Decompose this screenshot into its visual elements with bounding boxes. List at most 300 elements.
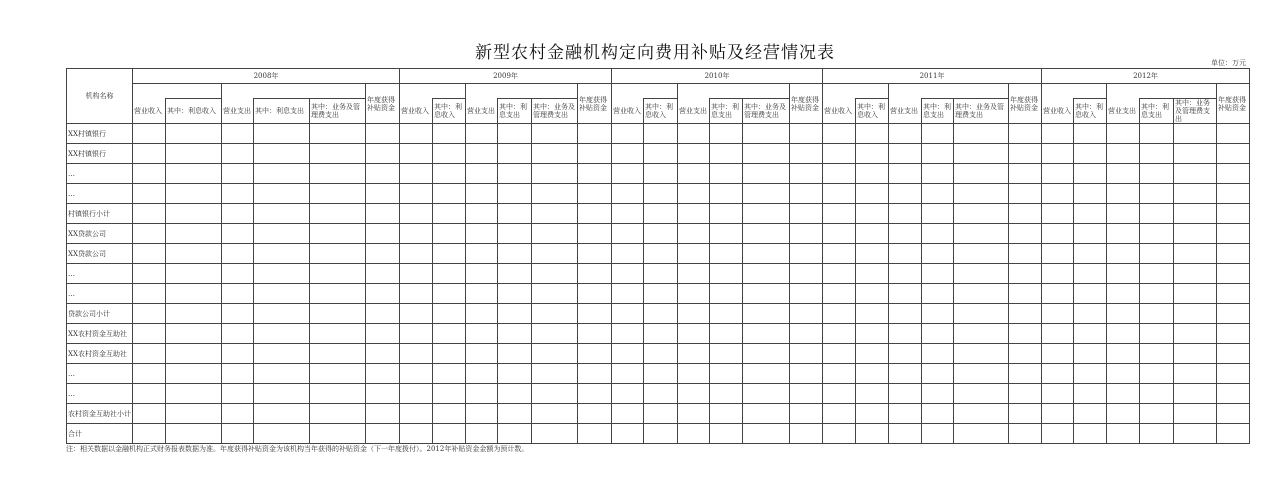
data-cell[interactable]	[1140, 184, 1174, 204]
data-cell[interactable]	[310, 344, 366, 364]
data-cell[interactable]	[310, 244, 366, 264]
data-cell[interactable]	[466, 124, 498, 144]
data-cell[interactable]	[889, 164, 922, 184]
data-cell[interactable]	[710, 304, 743, 324]
data-cell[interactable]	[743, 324, 790, 344]
data-cell[interactable]	[166, 184, 222, 204]
data-cell[interactable]	[1217, 144, 1250, 164]
data-cell[interactable]	[578, 124, 612, 144]
data-cell[interactable]	[1217, 424, 1250, 444]
data-cell[interactable]	[498, 344, 532, 364]
data-cell[interactable]	[254, 324, 310, 344]
data-cell[interactable]	[644, 304, 678, 324]
data-cell[interactable]	[366, 304, 400, 324]
data-cell[interactable]	[710, 244, 743, 264]
data-cell[interactable]	[889, 264, 922, 284]
data-cell[interactable]	[310, 124, 366, 144]
data-cell[interactable]	[366, 344, 400, 364]
data-cell[interactable]	[133, 204, 166, 224]
data-cell[interactable]	[1074, 224, 1107, 244]
data-cell[interactable]	[954, 364, 1009, 384]
data-cell[interactable]	[310, 364, 366, 384]
data-cell[interactable]	[889, 424, 922, 444]
data-cell[interactable]	[433, 164, 466, 184]
data-cell[interactable]	[1174, 124, 1217, 144]
data-cell[interactable]	[222, 144, 254, 164]
data-cell[interactable]	[366, 384, 400, 404]
data-cell[interactable]	[254, 404, 310, 424]
data-cell[interactable]	[466, 264, 498, 284]
data-cell[interactable]	[790, 284, 823, 304]
data-cell[interactable]	[1074, 164, 1107, 184]
data-cell[interactable]	[466, 164, 498, 184]
data-cell[interactable]	[578, 164, 612, 184]
data-cell[interactable]	[1140, 284, 1174, 304]
data-cell[interactable]	[532, 364, 578, 384]
data-cell[interactable]	[922, 384, 954, 404]
data-cell[interactable]	[612, 344, 644, 364]
data-cell[interactable]	[743, 304, 790, 324]
data-cell[interactable]	[254, 304, 310, 324]
data-cell[interactable]	[790, 404, 823, 424]
data-cell[interactable]	[823, 184, 856, 204]
data-cell[interactable]	[954, 124, 1009, 144]
data-cell[interactable]	[133, 424, 166, 444]
data-cell[interactable]	[222, 384, 254, 404]
data-cell[interactable]	[678, 144, 710, 164]
data-cell[interactable]	[1074, 284, 1107, 304]
data-cell[interactable]	[578, 264, 612, 284]
data-cell[interactable]	[222, 324, 254, 344]
data-cell[interactable]	[710, 324, 743, 344]
data-cell[interactable]	[1140, 344, 1174, 364]
data-cell[interactable]	[433, 424, 466, 444]
data-cell[interactable]	[856, 284, 889, 304]
data-cell[interactable]	[1042, 404, 1074, 424]
data-cell[interactable]	[678, 344, 710, 364]
data-cell[interactable]	[1174, 344, 1217, 364]
data-cell[interactable]	[644, 244, 678, 264]
data-cell[interactable]	[433, 224, 466, 244]
data-cell[interactable]	[644, 264, 678, 284]
data-cell[interactable]	[466, 364, 498, 384]
data-cell[interactable]	[400, 164, 433, 184]
data-cell[interactable]	[466, 384, 498, 404]
data-cell[interactable]	[1074, 404, 1107, 424]
data-cell[interactable]	[1009, 344, 1042, 364]
data-cell[interactable]	[1140, 204, 1174, 224]
data-cell[interactable]	[710, 124, 743, 144]
data-cell[interactable]	[254, 384, 310, 404]
data-cell[interactable]	[1042, 344, 1074, 364]
data-cell[interactable]	[222, 224, 254, 244]
data-cell[interactable]	[743, 144, 790, 164]
data-cell[interactable]	[612, 144, 644, 164]
data-cell[interactable]	[612, 404, 644, 424]
data-cell[interactable]	[254, 244, 310, 264]
data-cell[interactable]	[1074, 304, 1107, 324]
data-cell[interactable]	[856, 204, 889, 224]
data-cell[interactable]	[954, 164, 1009, 184]
data-cell[interactable]	[1042, 384, 1074, 404]
data-cell[interactable]	[1217, 264, 1250, 284]
data-cell[interactable]	[133, 144, 166, 164]
data-cell[interactable]	[710, 164, 743, 184]
data-cell[interactable]	[1174, 284, 1217, 304]
data-cell[interactable]	[1009, 124, 1042, 144]
data-cell[interactable]	[578, 204, 612, 224]
data-cell[interactable]	[644, 184, 678, 204]
data-cell[interactable]	[133, 124, 166, 144]
data-cell[interactable]	[578, 144, 612, 164]
data-cell[interactable]	[366, 264, 400, 284]
data-cell[interactable]	[222, 424, 254, 444]
data-cell[interactable]	[133, 404, 166, 424]
data-cell[interactable]	[222, 304, 254, 324]
data-cell[interactable]	[612, 244, 644, 264]
data-cell[interactable]	[532, 224, 578, 244]
data-cell[interactable]	[1042, 164, 1074, 184]
data-cell[interactable]	[254, 344, 310, 364]
data-cell[interactable]	[310, 384, 366, 404]
data-cell[interactable]	[823, 224, 856, 244]
data-cell[interactable]	[133, 344, 166, 364]
data-cell[interactable]	[222, 124, 254, 144]
data-cell[interactable]	[578, 324, 612, 344]
data-cell[interactable]	[644, 124, 678, 144]
data-cell[interactable]	[498, 424, 532, 444]
data-cell[interactable]	[466, 324, 498, 344]
data-cell[interactable]	[254, 144, 310, 164]
data-cell[interactable]	[1009, 164, 1042, 184]
data-cell[interactable]	[400, 324, 433, 344]
data-cell[interactable]	[612, 424, 644, 444]
data-cell[interactable]	[922, 264, 954, 284]
data-cell[interactable]	[498, 124, 532, 144]
data-cell[interactable]	[1217, 324, 1250, 344]
data-cell[interactable]	[790, 144, 823, 164]
data-cell[interactable]	[678, 364, 710, 384]
data-cell[interactable]	[612, 364, 644, 384]
data-cell[interactable]	[222, 364, 254, 384]
data-cell[interactable]	[710, 264, 743, 284]
data-cell[interactable]	[678, 284, 710, 304]
data-cell[interactable]	[922, 344, 954, 364]
data-cell[interactable]	[466, 424, 498, 444]
data-cell[interactable]	[166, 264, 222, 284]
data-cell[interactable]	[1174, 304, 1217, 324]
data-cell[interactable]	[1009, 404, 1042, 424]
data-cell[interactable]	[1174, 224, 1217, 244]
data-cell[interactable]	[400, 264, 433, 284]
data-cell[interactable]	[743, 264, 790, 284]
data-cell[interactable]	[1217, 164, 1250, 184]
data-cell[interactable]	[1074, 184, 1107, 204]
data-cell[interactable]	[254, 164, 310, 184]
data-cell[interactable]	[1174, 244, 1217, 264]
data-cell[interactable]	[1174, 144, 1217, 164]
data-cell[interactable]	[254, 284, 310, 304]
data-cell[interactable]	[644, 204, 678, 224]
data-cell[interactable]	[856, 124, 889, 144]
data-cell[interactable]	[433, 304, 466, 324]
data-cell[interactable]	[166, 164, 222, 184]
data-cell[interactable]	[166, 224, 222, 244]
data-cell[interactable]	[1217, 244, 1250, 264]
data-cell[interactable]	[222, 284, 254, 304]
data-cell[interactable]	[612, 264, 644, 284]
data-cell[interactable]	[856, 364, 889, 384]
data-cell[interactable]	[678, 264, 710, 284]
data-cell[interactable]	[823, 344, 856, 364]
data-cell[interactable]	[922, 164, 954, 184]
data-cell[interactable]	[498, 324, 532, 344]
data-cell[interactable]	[1174, 264, 1217, 284]
data-cell[interactable]	[710, 224, 743, 244]
data-cell[interactable]	[1074, 384, 1107, 404]
data-cell[interactable]	[856, 244, 889, 264]
data-cell[interactable]	[954, 144, 1009, 164]
data-cell[interactable]	[1107, 284, 1140, 304]
data-cell[interactable]	[823, 264, 856, 284]
data-cell[interactable]	[578, 424, 612, 444]
data-cell[interactable]	[400, 364, 433, 384]
data-cell[interactable]	[400, 184, 433, 204]
data-cell[interactable]	[366, 244, 400, 264]
data-cell[interactable]	[1009, 144, 1042, 164]
data-cell[interactable]	[466, 204, 498, 224]
data-cell[interactable]	[466, 404, 498, 424]
data-cell[interactable]	[400, 424, 433, 444]
data-cell[interactable]	[823, 364, 856, 384]
data-cell[interactable]	[678, 224, 710, 244]
data-cell[interactable]	[790, 264, 823, 284]
data-cell[interactable]	[856, 384, 889, 404]
data-cell[interactable]	[710, 344, 743, 364]
data-cell[interactable]	[498, 184, 532, 204]
data-cell[interactable]	[1009, 264, 1042, 284]
data-cell[interactable]	[710, 404, 743, 424]
data-cell[interactable]	[856, 184, 889, 204]
data-cell[interactable]	[922, 124, 954, 144]
data-cell[interactable]	[532, 204, 578, 224]
data-cell[interactable]	[433, 244, 466, 264]
data-cell[interactable]	[922, 224, 954, 244]
data-cell[interactable]	[498, 304, 532, 324]
data-cell[interactable]	[532, 304, 578, 324]
data-cell[interactable]	[498, 204, 532, 224]
data-cell[interactable]	[710, 184, 743, 204]
data-cell[interactable]	[954, 264, 1009, 284]
data-cell[interactable]	[433, 204, 466, 224]
data-cell[interactable]	[578, 224, 612, 244]
data-cell[interactable]	[710, 204, 743, 224]
data-cell[interactable]	[823, 304, 856, 324]
data-cell[interactable]	[1042, 304, 1074, 324]
data-cell[interactable]	[612, 324, 644, 344]
data-cell[interactable]	[743, 124, 790, 144]
data-cell[interactable]	[644, 404, 678, 424]
data-cell[interactable]	[710, 384, 743, 404]
data-cell[interactable]	[1140, 144, 1174, 164]
data-cell[interactable]	[823, 244, 856, 264]
data-cell[interactable]	[133, 304, 166, 324]
data-cell[interactable]	[578, 364, 612, 384]
data-cell[interactable]	[1074, 324, 1107, 344]
data-cell[interactable]	[1140, 224, 1174, 244]
data-cell[interactable]	[310, 184, 366, 204]
data-cell[interactable]	[532, 384, 578, 404]
data-cell[interactable]	[222, 404, 254, 424]
data-cell[interactable]	[743, 224, 790, 244]
data-cell[interactable]	[1107, 304, 1140, 324]
data-cell[interactable]	[889, 324, 922, 344]
data-cell[interactable]	[889, 144, 922, 164]
data-cell[interactable]	[954, 424, 1009, 444]
data-cell[interactable]	[644, 164, 678, 184]
data-cell[interactable]	[1217, 284, 1250, 304]
data-cell[interactable]	[1174, 164, 1217, 184]
data-cell[interactable]	[1140, 424, 1174, 444]
data-cell[interactable]	[678, 124, 710, 144]
data-cell[interactable]	[710, 144, 743, 164]
data-cell[interactable]	[1217, 384, 1250, 404]
data-cell[interactable]	[922, 184, 954, 204]
data-cell[interactable]	[310, 164, 366, 184]
data-cell[interactable]	[400, 304, 433, 324]
data-cell[interactable]	[433, 404, 466, 424]
data-cell[interactable]	[466, 284, 498, 304]
data-cell[interactable]	[498, 144, 532, 164]
data-cell[interactable]	[790, 184, 823, 204]
data-cell[interactable]	[856, 224, 889, 244]
data-cell[interactable]	[889, 404, 922, 424]
data-cell[interactable]	[1009, 244, 1042, 264]
data-cell[interactable]	[310, 284, 366, 304]
data-cell[interactable]	[166, 324, 222, 344]
data-cell[interactable]	[498, 164, 532, 184]
data-cell[interactable]	[922, 304, 954, 324]
data-cell[interactable]	[889, 384, 922, 404]
data-cell[interactable]	[612, 164, 644, 184]
data-cell[interactable]	[1009, 424, 1042, 444]
data-cell[interactable]	[612, 304, 644, 324]
data-cell[interactable]	[498, 224, 532, 244]
data-cell[interactable]	[310, 264, 366, 284]
data-cell[interactable]	[710, 284, 743, 304]
data-cell[interactable]	[400, 144, 433, 164]
data-cell[interactable]	[1217, 204, 1250, 224]
data-cell[interactable]	[889, 184, 922, 204]
data-cell[interactable]	[856, 404, 889, 424]
data-cell[interactable]	[400, 224, 433, 244]
data-cell[interactable]	[466, 244, 498, 264]
data-cell[interactable]	[133, 384, 166, 404]
data-cell[interactable]	[790, 384, 823, 404]
data-cell[interactable]	[644, 224, 678, 244]
data-cell[interactable]	[400, 284, 433, 304]
data-cell[interactable]	[1140, 324, 1174, 344]
data-cell[interactable]	[310, 424, 366, 444]
data-cell[interactable]	[310, 144, 366, 164]
data-cell[interactable]	[954, 204, 1009, 224]
data-cell[interactable]	[532, 244, 578, 264]
data-cell[interactable]	[466, 184, 498, 204]
data-cell[interactable]	[644, 424, 678, 444]
data-cell[interactable]	[254, 204, 310, 224]
data-cell[interactable]	[133, 364, 166, 384]
data-cell[interactable]	[133, 244, 166, 264]
data-cell[interactable]	[433, 124, 466, 144]
data-cell[interactable]	[678, 164, 710, 184]
data-cell[interactable]	[222, 344, 254, 364]
data-cell[interactable]	[644, 384, 678, 404]
data-cell[interactable]	[1217, 404, 1250, 424]
data-cell[interactable]	[498, 244, 532, 264]
data-cell[interactable]	[366, 324, 400, 344]
data-cell[interactable]	[433, 184, 466, 204]
data-cell[interactable]	[678, 204, 710, 224]
data-cell[interactable]	[612, 284, 644, 304]
data-cell[interactable]	[790, 304, 823, 324]
data-cell[interactable]	[612, 124, 644, 144]
data-cell[interactable]	[222, 164, 254, 184]
data-cell[interactable]	[823, 324, 856, 344]
data-cell[interactable]	[433, 364, 466, 384]
data-cell[interactable]	[889, 284, 922, 304]
data-cell[interactable]	[1217, 344, 1250, 364]
data-cell[interactable]	[790, 124, 823, 144]
data-cell[interactable]	[889, 304, 922, 324]
data-cell[interactable]	[743, 364, 790, 384]
data-cell[interactable]	[922, 244, 954, 264]
data-cell[interactable]	[856, 164, 889, 184]
data-cell[interactable]	[366, 124, 400, 144]
data-cell[interactable]	[400, 244, 433, 264]
data-cell[interactable]	[954, 224, 1009, 244]
data-cell[interactable]	[954, 284, 1009, 304]
data-cell[interactable]	[1107, 204, 1140, 224]
data-cell[interactable]	[1009, 284, 1042, 304]
data-cell[interactable]	[743, 424, 790, 444]
data-cell[interactable]	[790, 364, 823, 384]
data-cell[interactable]	[166, 124, 222, 144]
data-cell[interactable]	[743, 164, 790, 184]
data-cell[interactable]	[254, 264, 310, 284]
data-cell[interactable]	[1042, 284, 1074, 304]
data-cell[interactable]	[1107, 384, 1140, 404]
data-cell[interactable]	[433, 284, 466, 304]
data-cell[interactable]	[1042, 144, 1074, 164]
data-cell[interactable]	[889, 124, 922, 144]
data-cell[interactable]	[1107, 424, 1140, 444]
data-cell[interactable]	[710, 424, 743, 444]
data-cell[interactable]	[166, 424, 222, 444]
data-cell[interactable]	[743, 244, 790, 264]
data-cell[interactable]	[133, 264, 166, 284]
data-cell[interactable]	[133, 324, 166, 344]
data-cell[interactable]	[743, 344, 790, 364]
data-cell[interactable]	[889, 344, 922, 364]
data-cell[interactable]	[133, 184, 166, 204]
data-cell[interactable]	[466, 224, 498, 244]
data-cell[interactable]	[366, 144, 400, 164]
data-cell[interactable]	[222, 244, 254, 264]
data-cell[interactable]	[1107, 124, 1140, 144]
data-cell[interactable]	[856, 424, 889, 444]
data-cell[interactable]	[856, 144, 889, 164]
data-cell[interactable]	[1140, 384, 1174, 404]
